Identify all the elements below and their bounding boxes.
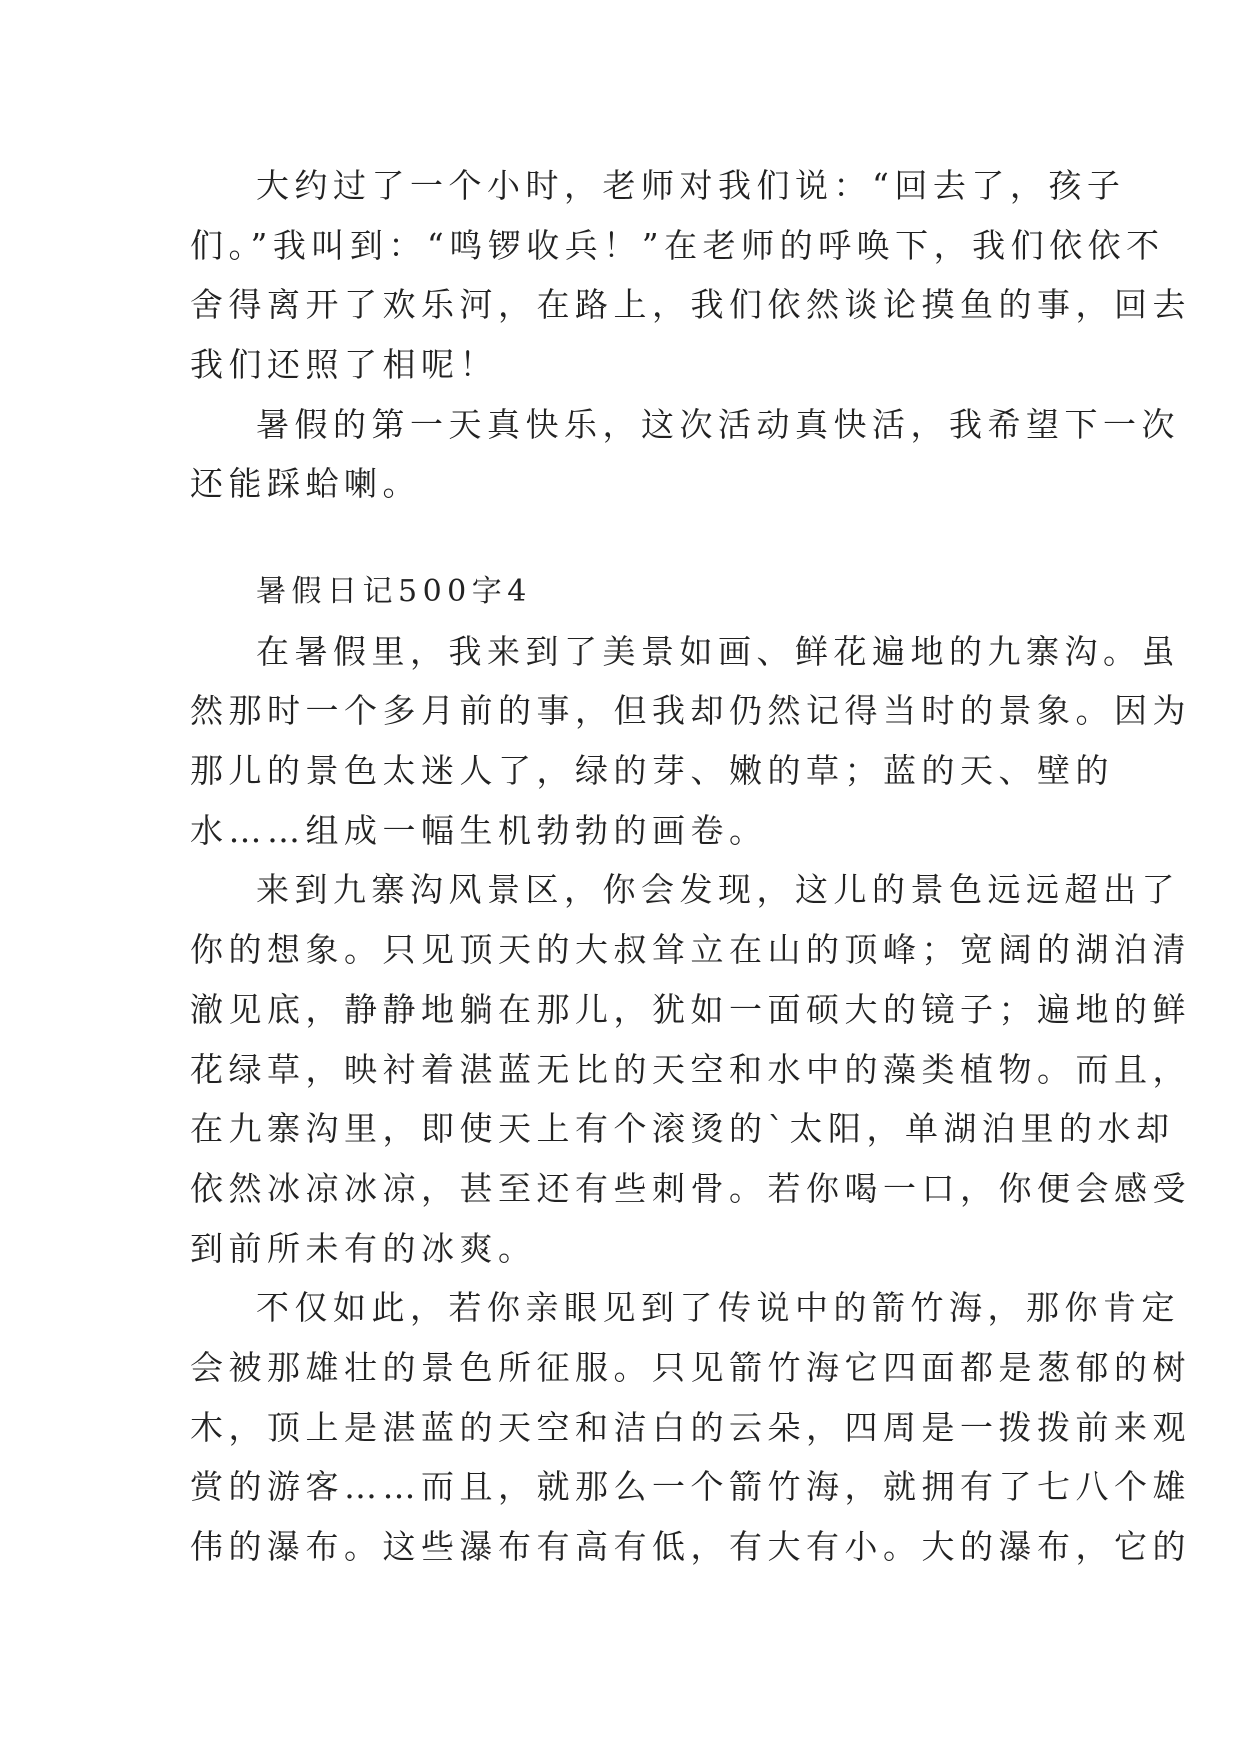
text-line: 在九寨沟里，即使天上有个滚烫的`太阳，单湖泊里的水却 [190,1109,1175,1149]
text-line: 花绿草，映衬着湛蓝无比的天空和水中的藻类植物。而且， [190,1049,1191,1089]
text-line: 舍得离开了欢乐河，在路上，我们依然谈论摸鱼的事，回去 [190,285,1191,325]
text-line: 到前所未有的冰爽。 [190,1228,537,1268]
paragraph [190,156,1191,395]
paragraph [190,395,1180,514]
text-line: 赏的游客……而且，就那么一个箭竹海，就拥有了七八个雄 [190,1467,1191,1507]
text-line: 木，顶上是湛蓝的天空和洁白的云朵，四周是一拨拨前来观 [190,1407,1191,1447]
text-line: 你的想象。只见顶天的大叔耸立在山的顶峰；宽阔的湖泊清 [190,930,1191,970]
text-line: 暑假的第一天真快乐，这次活动真快活，我希望下一次 [256,404,1180,444]
diary-entry-4 [190,562,1191,1577]
text-line: 们。”我叫到：“鸣锣收兵！”在老师的呼唤下，我们依依不 [190,225,1165,265]
text-line: 然那时一个多月前的事，但我却仍然记得当时的景象。因为 [190,691,1191,731]
diary-entry-3-ending [190,156,1191,514]
text-line: 水……组成一幅生机勃勃的画卷。 [190,810,768,850]
text-line: 澈见底，静静地躺在那儿，犹如一面硕大的镜子；遍地的鲜 [190,989,1191,1029]
paragraph [190,860,1191,1278]
entry-heading: 暑假日记500字4 [256,574,532,609]
text-line: 伟的瀑布。这些瀑布有高有低，有大有小。大的瀑布，它的 [190,1527,1191,1566]
paragraph [190,622,1191,861]
text-line: 依然冰凉冰凉，甚至还有些刺骨。若你喝一口，你便会感受 [190,1168,1191,1208]
text-line: 在暑假里，我来到了美景如画、鲜花遍地的九寨沟。虽 [256,631,1180,671]
text-line: 还能踩蛤喇。 [190,464,421,504]
text-line: 那儿的景色太迷人了，绿的芽、嫩的草；蓝的天、壁的 [190,751,1114,791]
text-line: 来到九寨沟风景区，你会发现，这儿的景色远远超出了 [256,870,1180,910]
text-line: 会被那雄壮的景色所征服。只见箭竹海它四面都是葱郁的树 [190,1347,1191,1387]
text-line: 不仅如此，若你亲眼见到了传说中的箭竹海，那你肯定 [256,1288,1180,1328]
paragraph [190,1278,1191,1576]
text-line: 我们还照了相呢！ [190,345,498,385]
text-line: 大约过了一个小时，老师对我们说：“回去了，孩子 [256,166,1126,205]
